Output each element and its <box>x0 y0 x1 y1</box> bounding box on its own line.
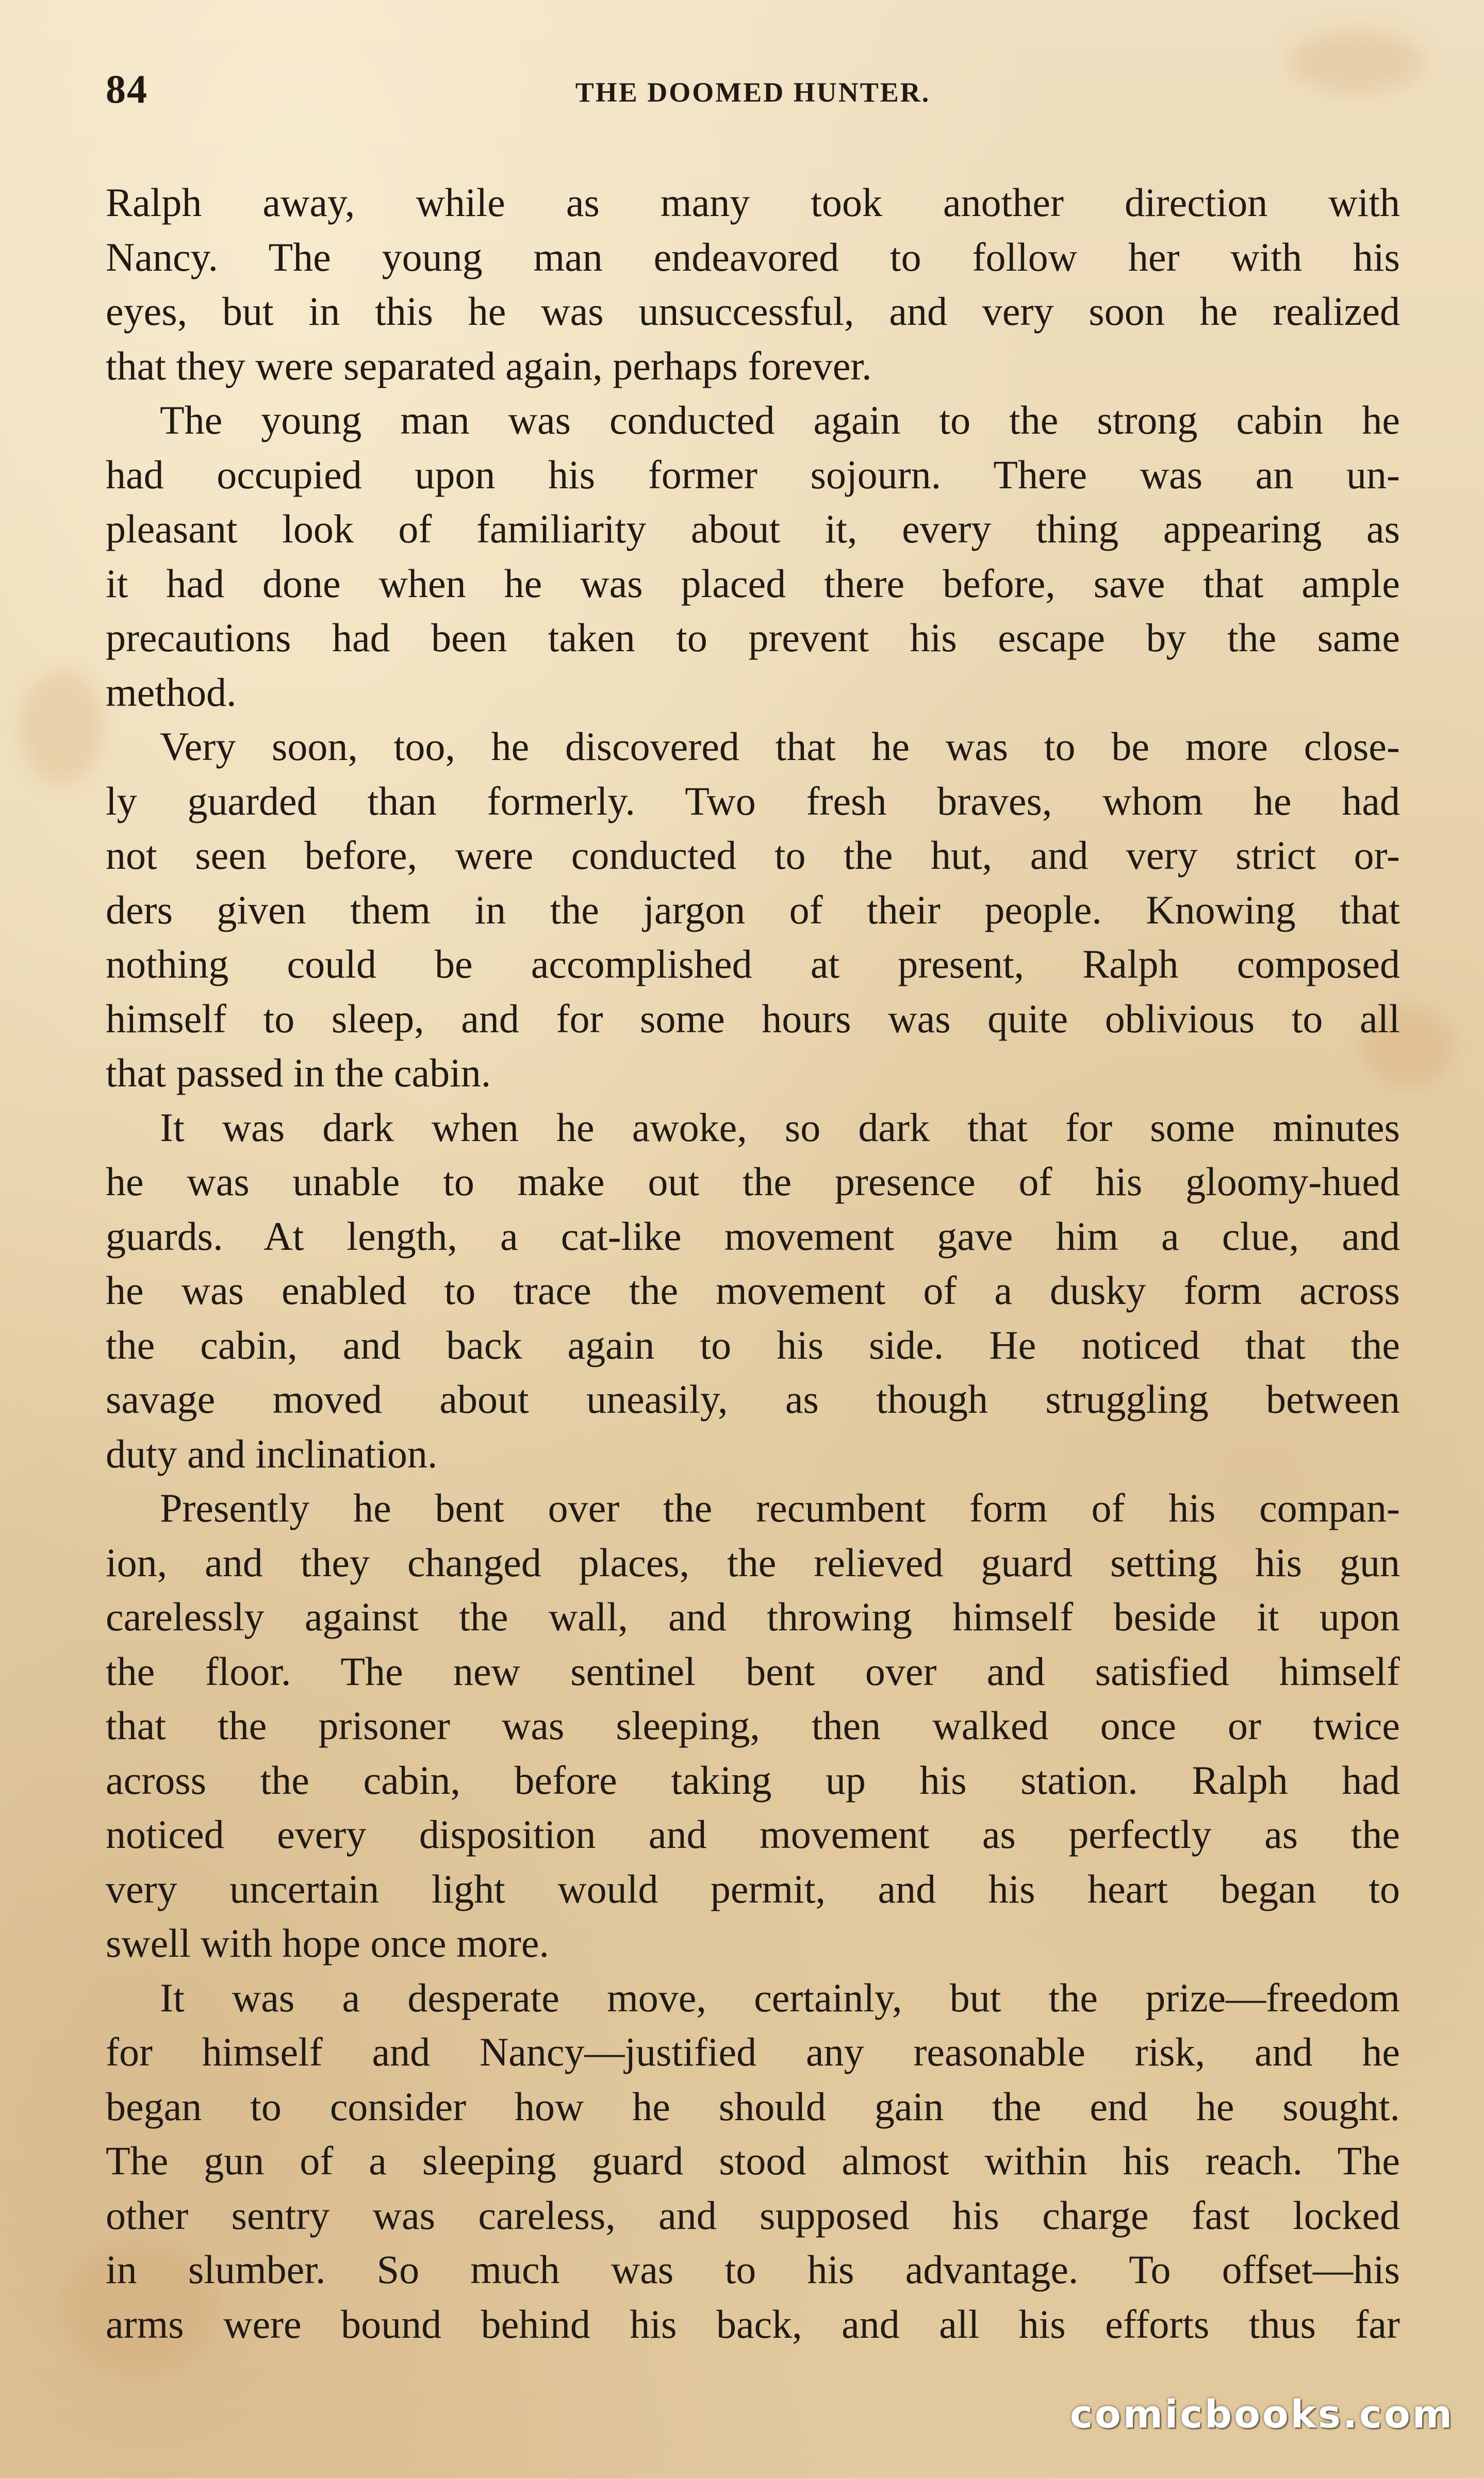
text-line: eyes, but in this he was unsuccessful, and very soon he realized <box>106 289 1400 334</box>
text-line: very uncertain light would permit, and his heart began to <box>106 1866 1400 1911</box>
text-line: for himself and Nancy—justified any reasonable risk, and he <box>106 2029 1400 2074</box>
text-line: that the prisoner was sleeping, then walked once or twice <box>106 1703 1400 1748</box>
text-line: not seen before, were conducted to the hut, and very strict or- <box>106 833 1400 878</box>
text-line: ion, and they changed places, the relieved guard setting his gun <box>106 1540 1400 1585</box>
text-line: in slumber. So much was to his advantage. To offset—his <box>106 2247 1400 2292</box>
text-line: ders given them in the jargon of their people. Knowing that <box>106 887 1400 932</box>
text-line: other sentry was careless, and supposed his charge fast locked <box>106 2192 1400 2238</box>
text-line: he was unable to make out the presence of his gloomy-hued <box>106 1159 1400 1204</box>
text-line: that passed in the cabin. <box>106 1050 491 1095</box>
paper-stain <box>21 670 103 784</box>
page-number: 84 <box>106 67 148 111</box>
text-line: carelessly against the wall, and throwing himself beside it upon <box>106 1594 1400 1639</box>
text-line: across the cabin, before taking up his station. Ralph had <box>106 1757 1400 1803</box>
running-head: THE DOOMED HUNTER. <box>575 77 931 108</box>
text-line: The gun of a sleeping guard stood almost within his reach. The <box>106 2138 1400 2183</box>
text-line: he was enabled to trace the movement of a dusky form across <box>106 1268 1400 1313</box>
text-line: ly guarded than formerly. Two fresh braves, whom he had <box>106 778 1400 823</box>
text-line: The young man was conducted again to the strong cabin he <box>160 398 1400 442</box>
text-line: it had done when he was placed there before, save that ample <box>106 560 1400 606</box>
text-line: had occupied upon his former sojourn. There was an un- <box>106 452 1400 497</box>
text-line: Very soon, too, he discovered that he was to be more close- <box>160 724 1400 769</box>
text-line: swell with hope once more. <box>106 1921 549 1965</box>
text-line: noticed every disposition and movement as perfectly as the <box>106 1812 1400 1857</box>
text-line: Presently he bent over the recumbent form of his compan- <box>160 1485 1400 1530</box>
text-line: It was a desperate move, certainly, but the prize—freedom <box>160 1975 1400 2020</box>
text-line: himself to sleep, and for some hours was quite oblivious to all <box>106 996 1400 1041</box>
text-line: guards. At length, a cat-like movement gave him a clue, and <box>106 1213 1400 1259</box>
text-line: duty and inclination. <box>106 1431 438 1476</box>
text-line: began to consider how he should gain the end he sought. <box>106 2084 1400 2129</box>
text-line: the cabin, and back again to his side. He noticed that the <box>106 1322 1400 1367</box>
text-line: Nancy. The young man endeavored to follow her with his <box>106 234 1400 279</box>
text-line: Ralph away, while as many took another direction with <box>106 180 1400 225</box>
watermark: comicbooks.com <box>1070 2392 1454 2437</box>
text-line: that they were separated again, perhaps forever. <box>106 343 872 388</box>
text-line: method. <box>106 669 237 715</box>
page-header <box>106 66 1400 123</box>
text-line: arms were bound behind his back, and all his efforts thus far <box>106 2301 1400 2347</box>
body-text <box>106 175 1400 2351</box>
text-line: savage moved about uneasily, as though struggling between <box>106 1377 1400 1422</box>
text-line: nothing could be accomplished at present, Ralph composed <box>106 941 1400 986</box>
text-line: It was dark when he awoke, so dark that for some minutes <box>160 1104 1400 1150</box>
text-line: precautions had been taken to prevent his escape by the same <box>106 615 1400 660</box>
text-line: the floor. The new sentinel bent over and satisfied himself <box>106 1648 1400 1694</box>
text-line: pleasant look of familiarity about it, every thing appearing as <box>106 506 1400 551</box>
